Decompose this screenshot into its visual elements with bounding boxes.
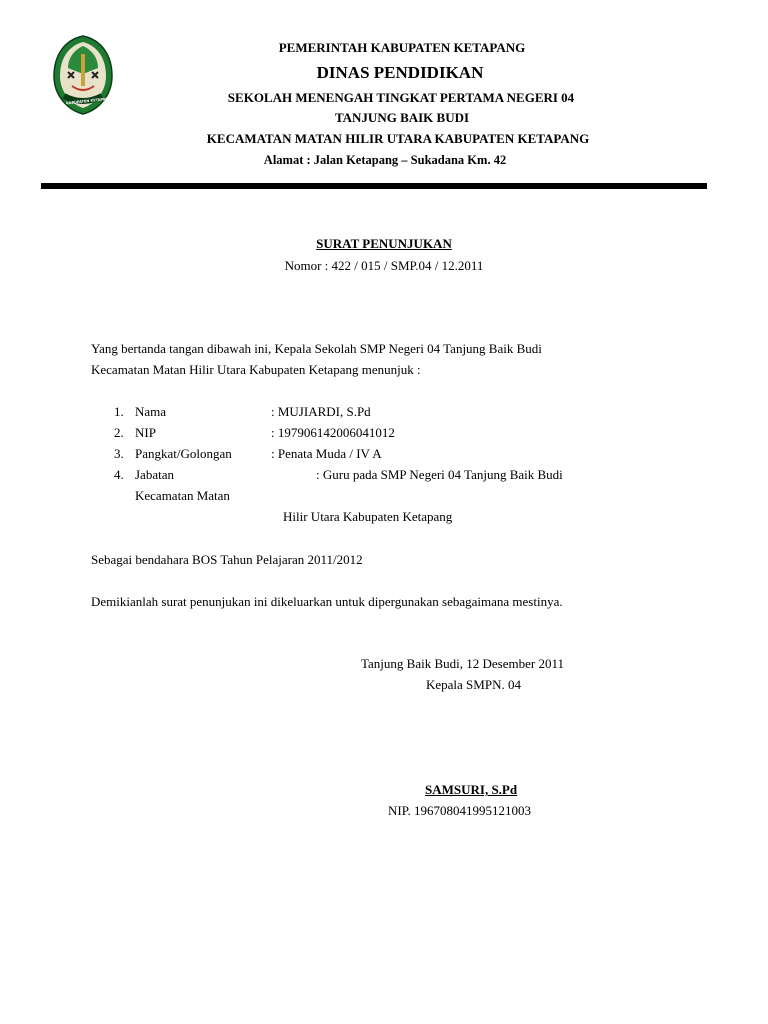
item-number: 3. <box>114 446 124 461</box>
item-number: 2. <box>114 425 124 440</box>
jabatan-continuation-1: Kecamatan Matan <box>135 488 230 503</box>
signer-position: Kepala SMPN. 04 <box>426 677 521 692</box>
header-government: PEMERINTAH KABUPATEN KETAPANG <box>278 40 526 55</box>
item-number: 1. <box>114 404 124 419</box>
item-value-pangkat: : Penata Muda / IV A <box>271 446 382 461</box>
signer-nip: NIP. 196708041995121003 <box>388 803 532 818</box>
item-number: 4. <box>114 467 124 482</box>
header-school-location: TANJUNG BAIK BUDI <box>334 110 470 125</box>
intro-line-2: Kecamatan Matan Hilir Utara Kabupaten Ketapang menunjuk : <box>91 362 421 377</box>
header-district: KECAMATAN MATAN HILIR UTARA KABUPATEN KETAPANG <box>206 131 590 146</box>
letterhead-divider <box>41 183 707 189</box>
item-label-nama: Nama <box>135 404 167 419</box>
purpose-text: Sebagai bendahara BOS Tahun Pelajaran 2011/2012 <box>91 552 363 567</box>
letter-number: Nomor : 422 / 015 / SMP.04 / 12.2011 <box>284 258 484 273</box>
item-label-jabatan: Jabatan <box>135 467 174 482</box>
regency-logo <box>52 34 114 116</box>
place-date: Tanjung Baik Budi, 12 Desember 2011 <box>361 656 564 671</box>
logo-text: KABUPATEN KETAPANG <box>65 96 112 106</box>
item-label-pangkat: Pangkat/Golongan <box>135 446 232 461</box>
closing-text: Demikianlah surat penunjukan ini dikeluarkan untuk dipergunakan sebagaimana mestinya. <box>91 594 563 609</box>
intro-line-1: Yang bertanda tangan dibawah ini, Kepala Sekolah SMP Negeri 04 Tanjung Baik Budi <box>91 341 542 356</box>
header-school: SEKOLAH MENENGAH TINGKAT PERTAMA NEGERI 04 <box>227 90 575 105</box>
item-label-nip: NIP <box>135 425 156 440</box>
header-department: DINAS PENDIDIKAN <box>316 63 484 82</box>
letter-title: SURAT PENUNJUKAN <box>316 236 452 251</box>
signer-name: SAMSURI, S.Pd <box>425 782 518 797</box>
item-value-nama: : MUJIARDI, S.Pd <box>271 404 371 419</box>
item-value-jabatan: : Guru pada SMP Negeri 04 Tanjung Baik Budi <box>316 467 563 482</box>
jabatan-continuation-2: Hilir Utara Kabupaten Ketapang <box>283 509 453 524</box>
item-value-nip: : 197906142006041012 <box>271 425 395 440</box>
header-address: Alamat : Jalan Ketapang – Sukadana Km. 42 <box>263 153 507 167</box>
